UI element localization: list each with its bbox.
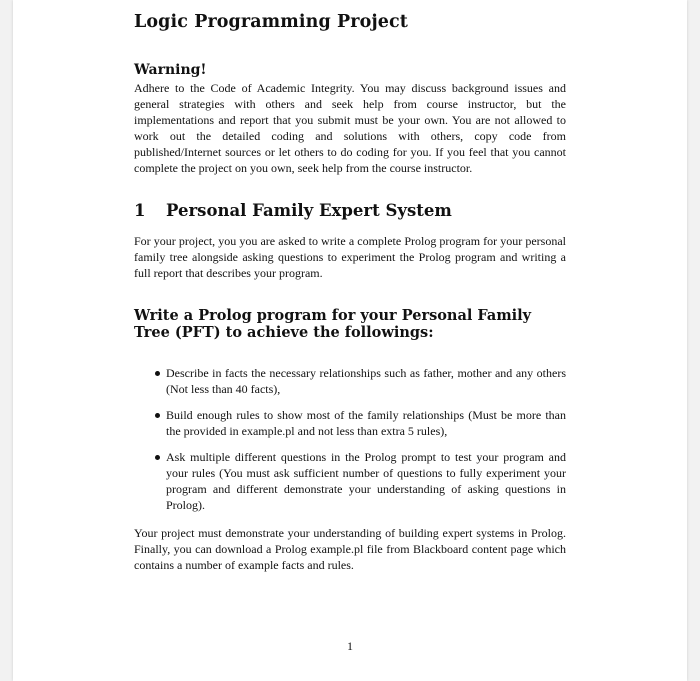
warning-heading: Warning! (134, 62, 207, 78)
task-subheading: Write a Prolog program for your Personal Family Tree (PFT) to achieve the followings: (134, 307, 532, 341)
bullet-icon (155, 413, 160, 418)
bullet-icon (155, 455, 160, 460)
list-item-text: Build enough rules to show most of the family relationships (Must be more than the provided in example.pl and not less than extra 5 rules), (166, 408, 566, 438)
list-item (134, 407, 566, 439)
list-item (134, 449, 566, 513)
page-number: 1 (347, 639, 353, 653)
list-item-text: Describe in facts the necessary relationships such as father, mother and any others (Not less than 40 facts), (166, 366, 566, 396)
section-number: 1 (134, 201, 146, 220)
warning-paragraph: Adhere to the Code of Academic Integrity. You may discuss background issues and general strategies with others and seek help from course instructor, but the implementations and report that you submit must be your own. You are not allowed to work out the detailed coding and solutions with others, copy code from published/Internet sources or let others to do coding for you. If you feel that you cannot complete the project on you own, seek help from the course instructor. (134, 81, 566, 175)
task-list (134, 365, 566, 513)
document-page (13, 0, 687, 681)
list-item-text: Ask multiple different questions in the Prolog prompt to test your program and your rules (You must ask sufficient number of questions to fully experiment your program and different demonstrate your understanding of asking questions in Prolog). (166, 450, 566, 512)
section-title: Personal Family Expert System (166, 201, 452, 220)
bullet-icon (155, 371, 160, 376)
section-heading (134, 201, 566, 220)
intro-paragraph: For your project, you you are asked to write a complete Prolog program for your personal family tree alongside asking questions to experiment the Prolog program and writing a full report that describes your program. (134, 234, 566, 280)
list-item (134, 365, 566, 397)
document-title: Logic Programming Project (134, 12, 408, 32)
closing-paragraph: Your project must demonstrate your understanding of building expert systems in Prolog. Finally, you can download a Prolog example.pl file from Blackboard content page which contains a number of example facts and rules. (134, 526, 566, 572)
page-content (134, 12, 566, 573)
